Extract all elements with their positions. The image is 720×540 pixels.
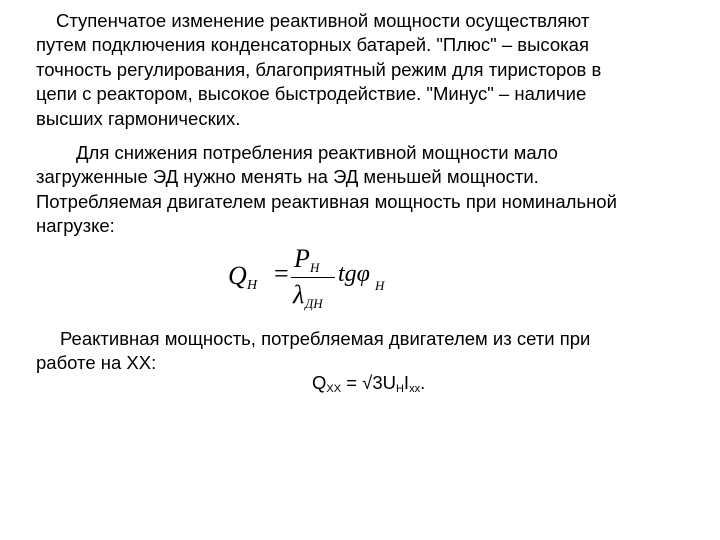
text-line: Для снижения потребления реактивной мощности мало — [76, 142, 558, 163]
text-line: Реактивная мощность, потребляемая двигателем из сети при — [60, 328, 591, 349]
text-line: высших гармонических. — [36, 107, 241, 129]
formula-idle-end: . — [420, 372, 426, 393]
text-line: Ступенчатое изменение реактивной мощности осуществляют — [56, 10, 590, 31]
formula-lhs-subscript: Н — [247, 278, 258, 293]
formula-numerator: P — [294, 244, 310, 273]
paragraph-idle-power — [36, 327, 686, 376]
formula-idle-q: Q — [312, 372, 327, 393]
formula-idle-q-subscript: ХХ — [326, 383, 342, 395]
formula-equals: = — [274, 259, 289, 288]
formula-denominator-subscript: ДН — [305, 296, 323, 311]
text-line: Потребляемая двигателем реактивная мощность при номинальной — [36, 190, 617, 212]
text-line: цепи с реактором, высокое быстродействие. "Минус" – наличие — [36, 83, 587, 105]
formula-idle-i: I — [403, 372, 410, 393]
formula-factor: tgφ — [338, 261, 370, 287]
paragraph-motor-replacement — [36, 141, 686, 239]
text-line: путем подключения конденсаторных батарей. "Плюс" – высокая — [36, 34, 589, 56]
fraction-bar — [291, 277, 335, 278]
formula-denominator: λ — [293, 280, 305, 309]
text-line: загруженные ЭД нужно менять на ЭД меньшей мощности. — [36, 166, 539, 188]
formula-idle-i-subscript: хх — [409, 383, 421, 395]
formula-lhs: Q — [228, 261, 247, 290]
text-line: работе на ХХ: — [36, 352, 157, 374]
text-line: точность регулирования, благоприятный режим для тиристоров в — [36, 58, 602, 80]
formula-nominal-reactive-power — [228, 244, 398, 324]
text-line: нагрузке: — [36, 215, 115, 237]
formula-numerator-subscript: Н — [310, 260, 320, 275]
paragraph-capacitor-switching — [36, 9, 686, 131]
formula-idle-reactive-power — [312, 371, 425, 401]
formula-idle-middle: = √3U — [341, 372, 396, 393]
formula-factor-subscript: Н — [375, 278, 385, 293]
formula-idle-u-subscript: Н — [395, 383, 404, 395]
